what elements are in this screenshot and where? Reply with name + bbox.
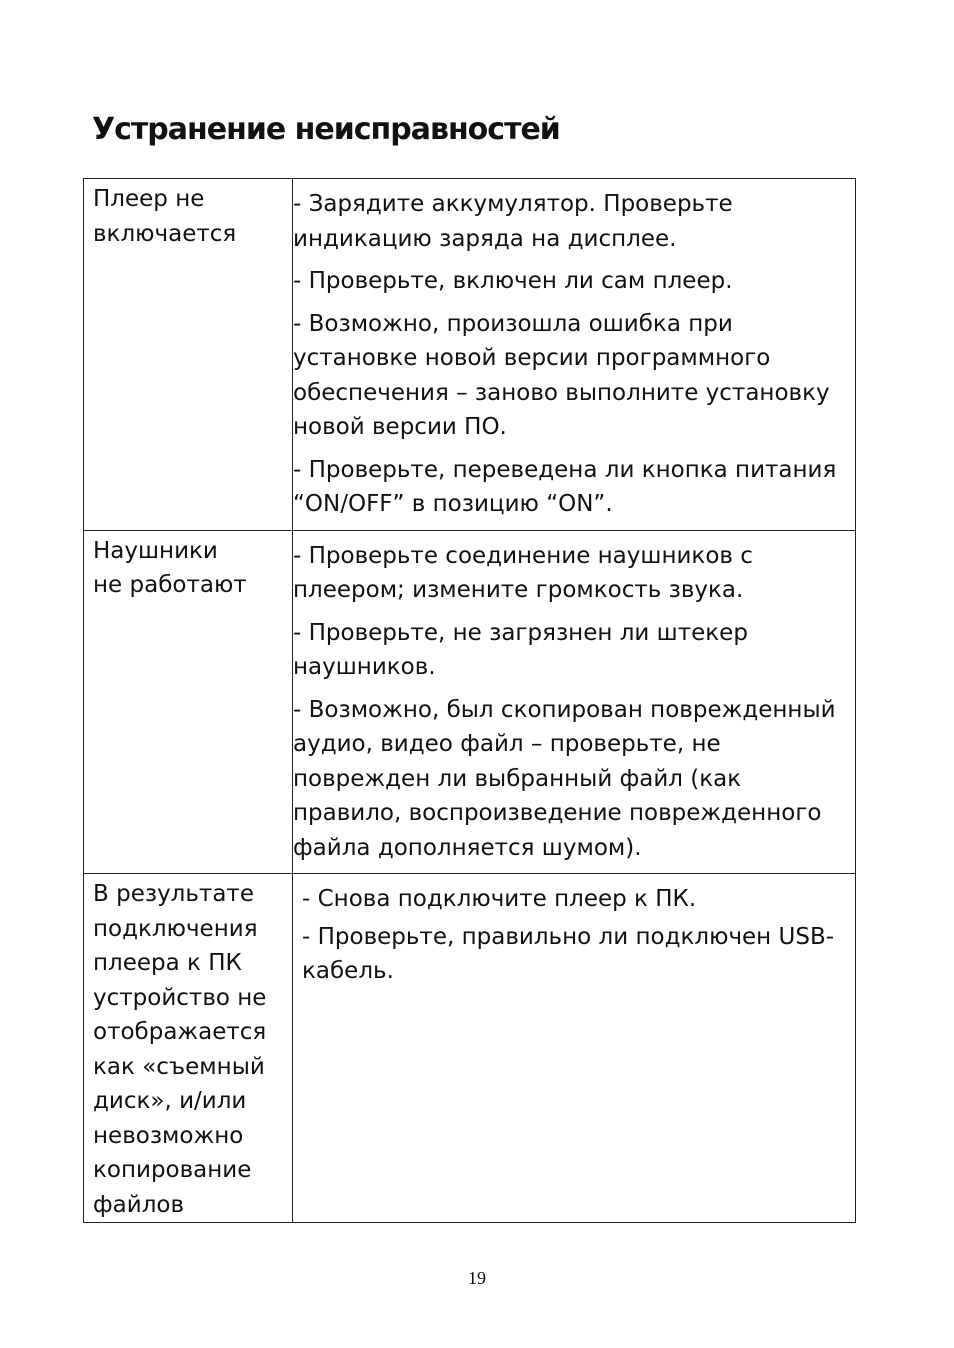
solution-item: - Проверьте, включен ли сам плеер. — [293, 268, 733, 294]
troubleshooting-table — [83, 178, 856, 1223]
table-row — [84, 179, 856, 531]
solution-item: - Возможно, был скопирован поврежденный аудио, видео файл – проверьте, не поврежден ли выбранный файл (как правило, воспроизведение поврежденного файла дополняется шумом). — [293, 696, 836, 861]
problem-text: Наушники не работают — [93, 537, 247, 598]
problem-text: Плеер не включается — [93, 186, 237, 247]
problem-cell — [84, 874, 293, 1223]
problem-text: В результате подключения плеера к ПК устройство не отображается как «съемный диск», и/или невозможно копирование файлов — [93, 881, 267, 1218]
solution-item: - Проверьте, правильно ли подключен USB-кабель. — [302, 923, 835, 984]
table-row — [84, 530, 856, 874]
solution-item: - Проверьте, переведена ли кнопка питания “ON/OFF” в позицию “ON”. — [293, 456, 837, 517]
solution-item: - Возможно, произошла ошибка при установке новой версии программного обеспечения – заново выполните установку новой версии ПО. — [293, 310, 830, 440]
page-number: 19 — [468, 1268, 486, 1288]
table-row — [84, 874, 856, 1223]
solution-item: - Проверьте соединение наушников с плеером; измените громкость звука. — [293, 542, 753, 603]
page-title: Устранение неисправностей — [92, 112, 560, 147]
solution-item: - Снова подключите плеер к ПК. — [302, 886, 697, 912]
solutions-cell — [293, 179, 856, 531]
solutions-cell — [293, 530, 856, 874]
problem-cell — [84, 530, 293, 874]
solution-item: - Проверьте, не загрязнен ли штекер наушников. — [293, 619, 748, 680]
solutions-cell — [293, 874, 856, 1223]
problem-cell — [84, 179, 293, 531]
solution-item: - Зарядите аккумулятор. Проверьте индикацию заряда на дисплее. — [293, 191, 733, 252]
